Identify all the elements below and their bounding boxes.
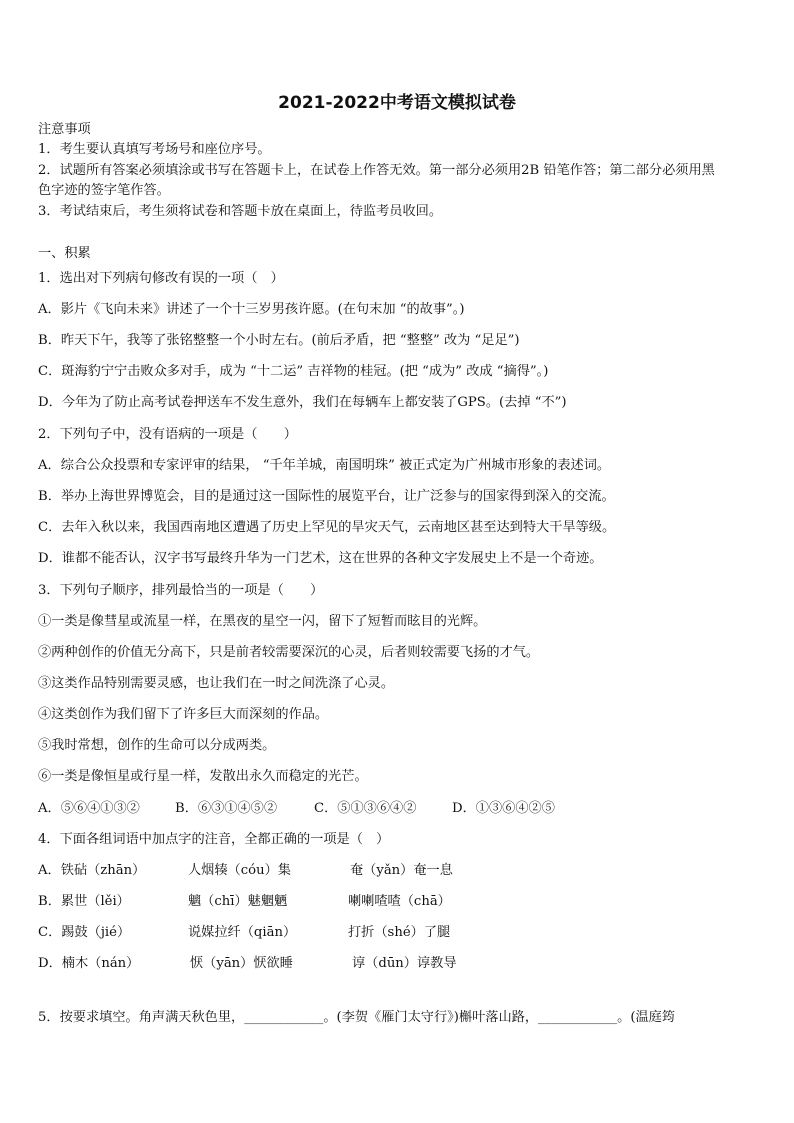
- notice-heading: 注意事项: [38, 122, 91, 137]
- q3-option-a: A．⑤⑥④①③②: [38, 801, 140, 816]
- q3-sentence: ②两种创作的价值无分高下，只是前者较需要深沉的心灵，后者则较需要飞扬的才气。: [38, 645, 540, 660]
- q2-option-d: D．谁都不能否认，汉字书写最终升华为一门艺术，这在世界的各种文字发展史上不是一个奇迹。: [38, 551, 603, 566]
- q3-sentence: ⑤我时常想，创作的生命可以分成两类。: [38, 738, 276, 753]
- q4-cell: 魑（chī）魅魍魉: [188, 894, 288, 909]
- q4-cell: B．累世（lěi）: [38, 894, 130, 909]
- exam-title: 2021-2022中考语文模拟试卷: [278, 93, 516, 113]
- q4-cell: 恹（yān）恹欲睡: [190, 956, 293, 971]
- q4-cell: C．踢鼓（jié）: [38, 925, 131, 940]
- q3-sentence: ⑥一类是像恒星或行星一样，发散出永久而稳定的光芒。: [38, 769, 368, 784]
- q4-cell: 喇喇喳喳（chā）: [348, 894, 451, 909]
- q3-option-d: D．①③⑥④②⑤: [452, 801, 555, 816]
- q3-sentence: ④这类创作为我们留下了许多巨大而深刻的作品。: [38, 707, 329, 722]
- q4-cell: 说媒拉纤（qiān）: [188, 925, 297, 940]
- q4-row-a: [38, 862, 453, 880]
- q4-cell: 打折（shé）了腿: [348, 925, 451, 940]
- q3-option-b: B．⑥③①④⑤②: [175, 801, 278, 816]
- question-5-text: 5．按要求填空。角声满天秋色里，____________。(李贺《雁门太守行》)槲叶落山路，____________。(温庭筠: [38, 1010, 676, 1025]
- question-3-stem: 3．下列句子顺序，排列最恰当的一项是（ ）: [38, 583, 324, 598]
- q3-option-c: C．⑤①③⑥④②: [314, 801, 417, 816]
- q4-cell: A．铁砧（zhān）: [38, 863, 146, 878]
- question-1-stem: 1．选出对下列病句修改有误的一项（ ）: [38, 271, 284, 286]
- notice-item: 1．考生要认真填写考场号和座位序号。: [38, 142, 271, 157]
- notice-item: 2．试题所有答案必须填涂或书写在答题卡上，在试卷上作答无效。第一部分必须用2B 铅笔作答；第二部分必须用黑: [38, 163, 715, 178]
- q1-option-c: C．斑海豹宁宁击败众多对手，成为 “十二运” 吉祥物的桂冠。(把 “成为” 改成 “摘得”。): [38, 364, 549, 379]
- q1-option-d: D．今年为了防止高考试卷押送车不发生意外，我们在每辆车上都安装了GPS。(去掉 “不”): [38, 395, 567, 410]
- section-heading: 一、积累: [38, 246, 91, 261]
- q4-cell: 奄（yǎn）奄一息: [350, 863, 453, 878]
- q4-row-c: [38, 924, 450, 942]
- q1-option-b: B．昨天下午，我等了张铭整整一个小时左右。(前后矛盾，把 “整整” 改为 “足足”): [38, 333, 520, 348]
- q4-cell: 谆（dūn）谆教导: [352, 956, 457, 971]
- notice-item: 3．考试结束后，考生须将试卷和答题卡放在桌面上，待监考员收回。: [38, 204, 443, 219]
- q4-cell: D．楠木（nán）: [38, 956, 140, 971]
- q4-row-d: [38, 955, 457, 973]
- q2-option-a: A．综合公众投票和专家评审的结果， “千年羊城，南国明珠” 被正式定为广州城市形象的表述词。: [38, 458, 611, 473]
- q3-sentence: ③这类作品特别需要灵感，也让我们在一时之间洗涤了心灵。: [38, 676, 395, 691]
- q1-option-a: A．影片《飞向未来》讲述了一个十三岁男孩许愿。(在句末加 “的故事”。): [38, 302, 465, 317]
- q3-options: [38, 800, 555, 818]
- q4-row-b: [38, 893, 451, 911]
- q2-option-b: B．举办上海世界博览会，目的是通过这一国际性的展览平台，让广泛参与的国家得到深入的交流。: [38, 489, 615, 504]
- question-2-stem: 2．下列句子中，没有语病的一项是（ ）: [38, 427, 297, 442]
- q3-sentence: ①一类是像彗星或流星一样，在黑夜的星空一闪，留下了短暂而眩目的光辉。: [38, 614, 487, 629]
- question-4-stem: 4．下面各组词语中加点字的注音，全都正确的一项是（ ）: [38, 832, 390, 847]
- q2-option-c: C．去年入秋以来，我国西南地区遭遇了历史上罕见的旱灾天气，云南地区甚至达到特大干旱等级。: [38, 520, 616, 535]
- notice-item: 色字迹的签字笔作答。: [38, 183, 170, 198]
- q4-cell: 人烟辏（cóu）集: [188, 863, 291, 878]
